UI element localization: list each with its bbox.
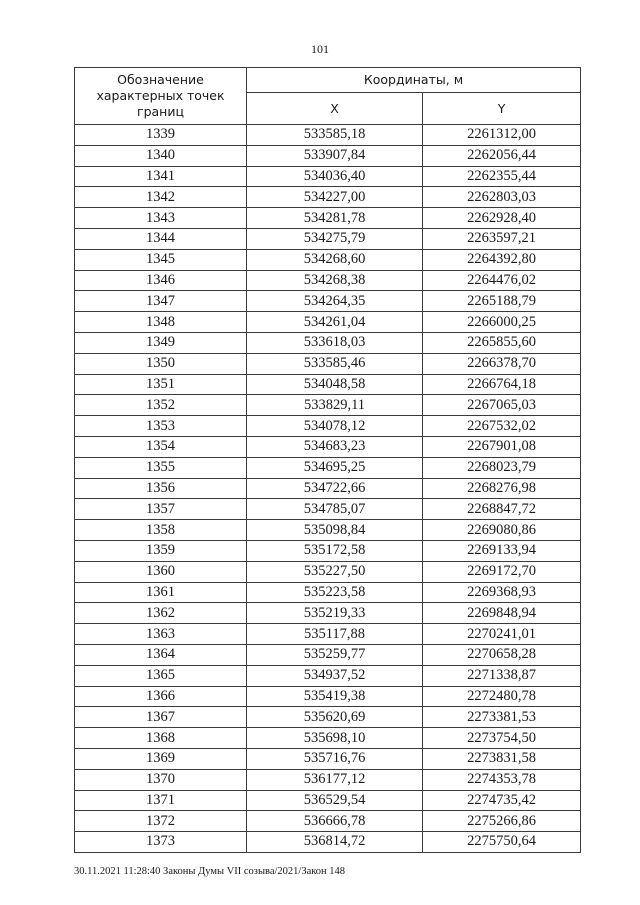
table-row <box>75 249 581 270</box>
y-coordinate-cell: 2268023,79 <box>423 457 581 478</box>
x-coordinate-cell: 534227,00 <box>247 187 423 208</box>
x-coordinate-cell: 534261,04 <box>247 312 423 333</box>
document-footer: 30.11.2021 11:28:40 Законы Думы VII созыва/2021/Закон 148 <box>74 866 346 877</box>
y-coordinate-cell: 2266378,70 <box>423 353 581 374</box>
x-coordinate-cell: 535223,58 <box>247 582 423 603</box>
y-coordinate-cell: 2273831,58 <box>423 748 581 769</box>
point-id-cell: 1342 <box>75 187 247 208</box>
table-row <box>75 395 581 416</box>
x-coordinate-cell: 534264,35 <box>247 291 423 312</box>
y-coordinate-cell: 2262803,03 <box>423 187 581 208</box>
x-coordinate-cell: 534695,25 <box>247 457 423 478</box>
y-coordinate-cell: 2268276,98 <box>423 478 581 499</box>
y-coordinate-cell: 2265855,60 <box>423 332 581 353</box>
x-coordinate-cell: 534078,12 <box>247 416 423 437</box>
table-row <box>75 125 581 146</box>
table-row <box>75 166 581 187</box>
table-row <box>75 353 581 374</box>
point-id-cell: 1371 <box>75 790 247 811</box>
point-id-cell: 1367 <box>75 707 247 728</box>
x-coordinate-cell: 536177,12 <box>247 769 423 790</box>
point-id-cell: 1349 <box>75 332 247 353</box>
point-id-cell: 1339 <box>75 125 247 146</box>
table-row <box>75 728 581 749</box>
x-coordinate-cell: 535620,69 <box>247 707 423 728</box>
y-coordinate-cell: 2272480,78 <box>423 686 581 707</box>
point-id-cell: 1370 <box>75 769 247 790</box>
table-row <box>75 707 581 728</box>
point-id-cell: 1373 <box>75 832 247 853</box>
y-coordinate-cell: 2269172,70 <box>423 561 581 582</box>
coordinates-header: Координаты, м <box>247 68 581 93</box>
point-id-cell: 1343 <box>75 208 247 229</box>
x-coordinate-cell: 534036,40 <box>247 166 423 187</box>
y-coordinate-cell: 2275750,64 <box>423 832 581 853</box>
x-coordinate-cell: 534937,52 <box>247 665 423 686</box>
x-coordinate-cell: 534268,60 <box>247 249 423 270</box>
table-row <box>75 790 581 811</box>
y-coordinate-cell: 2263597,21 <box>423 228 581 249</box>
y-coordinate-cell: 2269133,94 <box>423 540 581 561</box>
table-row <box>75 665 581 686</box>
y-coordinate-cell: 2269368,93 <box>423 582 581 603</box>
table-row <box>75 145 581 166</box>
table-row <box>75 228 581 249</box>
x-column-header: X <box>247 93 423 125</box>
y-coordinate-cell: 2262355,44 <box>423 166 581 187</box>
table-row <box>75 270 581 291</box>
table-row <box>75 208 581 229</box>
table-row <box>75 561 581 582</box>
y-coordinate-cell: 2261312,00 <box>423 125 581 146</box>
table-row <box>75 187 581 208</box>
y-coordinate-cell: 2267532,02 <box>423 416 581 437</box>
x-coordinate-cell: 536529,54 <box>247 790 423 811</box>
x-coordinate-cell: 533585,18 <box>247 125 423 146</box>
table-row <box>75 769 581 790</box>
x-coordinate-cell: 535259,77 <box>247 644 423 665</box>
x-coordinate-cell: 535227,50 <box>247 561 423 582</box>
y-coordinate-cell: 2266764,18 <box>423 374 581 395</box>
point-id-cell: 1368 <box>75 728 247 749</box>
point-id-cell: 1356 <box>75 478 247 499</box>
y-coordinate-cell: 2269080,86 <box>423 520 581 541</box>
table-row <box>75 457 581 478</box>
x-coordinate-cell: 535219,33 <box>247 603 423 624</box>
table-row <box>75 582 581 603</box>
table-row <box>75 520 581 541</box>
point-id-cell: 1348 <box>75 312 247 333</box>
point-id-cell: 1366 <box>75 686 247 707</box>
point-id-cell: 1365 <box>75 665 247 686</box>
point-id-cell: 1363 <box>75 624 247 645</box>
y-coordinate-cell: 2264392,80 <box>423 249 581 270</box>
y-column-header: Y <box>423 93 581 125</box>
x-coordinate-cell: 534275,79 <box>247 228 423 249</box>
table-row <box>75 603 581 624</box>
x-coordinate-cell: 533618,03 <box>247 332 423 353</box>
x-coordinate-cell: 535716,76 <box>247 748 423 769</box>
y-coordinate-cell: 2271338,87 <box>423 665 581 686</box>
y-coordinate-cell: 2274353,78 <box>423 769 581 790</box>
point-id-cell: 1347 <box>75 291 247 312</box>
point-id-cell: 1355 <box>75 457 247 478</box>
point-id-cell: 1361 <box>75 582 247 603</box>
x-coordinate-cell: 533585,46 <box>247 353 423 374</box>
point-id-cell: 1358 <box>75 520 247 541</box>
y-coordinate-cell: 2270241,01 <box>423 624 581 645</box>
table-row <box>75 748 581 769</box>
table-row <box>75 416 581 437</box>
table-row <box>75 332 581 353</box>
y-coordinate-cell: 2262056,44 <box>423 145 581 166</box>
x-coordinate-cell: 533907,84 <box>247 145 423 166</box>
x-coordinate-cell: 536666,78 <box>247 811 423 832</box>
coordinates-table <box>74 67 581 853</box>
point-id-cell: 1346 <box>75 270 247 291</box>
table-row <box>75 436 581 457</box>
x-coordinate-cell: 534048,58 <box>247 374 423 395</box>
y-coordinate-cell: 2270658,28 <box>423 644 581 665</box>
x-coordinate-cell: 536814,72 <box>247 832 423 853</box>
point-id-cell: 1345 <box>75 249 247 270</box>
y-coordinate-cell: 2274735,42 <box>423 790 581 811</box>
y-coordinate-cell: 2267901,08 <box>423 436 581 457</box>
point-id-cell: 1362 <box>75 603 247 624</box>
table-row <box>75 644 581 665</box>
y-coordinate-cell: 2268847,72 <box>423 499 581 520</box>
table-row <box>75 291 581 312</box>
y-coordinate-cell: 2273754,50 <box>423 728 581 749</box>
table-row <box>75 624 581 645</box>
x-coordinate-cell: 533829,11 <box>247 395 423 416</box>
point-designation-header: Обозначение характерных точек границ <box>75 68 247 125</box>
point-id-cell: 1369 <box>75 748 247 769</box>
x-coordinate-cell: 534722,66 <box>247 478 423 499</box>
point-id-cell: 1364 <box>75 644 247 665</box>
point-id-cell: 1352 <box>75 395 247 416</box>
table-row <box>75 686 581 707</box>
y-coordinate-cell: 2264476,02 <box>423 270 581 291</box>
table-body <box>75 125 581 853</box>
y-coordinate-cell: 2269848,94 <box>423 603 581 624</box>
x-coordinate-cell: 535419,38 <box>247 686 423 707</box>
x-coordinate-cell: 535117,88 <box>247 624 423 645</box>
point-id-cell: 1340 <box>75 145 247 166</box>
point-id-cell: 1350 <box>75 353 247 374</box>
page-number: 101 <box>311 42 329 56</box>
x-coordinate-cell: 535698,10 <box>247 728 423 749</box>
point-id-cell: 1354 <box>75 436 247 457</box>
table-row <box>75 499 581 520</box>
point-id-cell: 1357 <box>75 499 247 520</box>
y-coordinate-cell: 2275266,86 <box>423 811 581 832</box>
y-coordinate-cell: 2267065,03 <box>423 395 581 416</box>
x-coordinate-cell: 534281,78 <box>247 208 423 229</box>
table-row <box>75 374 581 395</box>
x-coordinate-cell: 534683,23 <box>247 436 423 457</box>
x-coordinate-cell: 534268,38 <box>247 270 423 291</box>
table-row <box>75 312 581 333</box>
point-id-cell: 1351 <box>75 374 247 395</box>
x-coordinate-cell: 535172,58 <box>247 540 423 561</box>
point-id-cell: 1353 <box>75 416 247 437</box>
x-coordinate-cell: 535098,84 <box>247 520 423 541</box>
y-coordinate-cell: 2273381,53 <box>423 707 581 728</box>
y-coordinate-cell: 2265188,79 <box>423 291 581 312</box>
x-coordinate-cell: 534785,07 <box>247 499 423 520</box>
point-id-cell: 1344 <box>75 228 247 249</box>
table-row <box>75 478 581 499</box>
point-id-cell: 1372 <box>75 811 247 832</box>
table-row <box>75 832 581 853</box>
y-coordinate-cell: 2266000,25 <box>423 312 581 333</box>
point-id-cell: 1359 <box>75 540 247 561</box>
table-row <box>75 811 581 832</box>
y-coordinate-cell: 2262928,40 <box>423 208 581 229</box>
point-id-cell: 1341 <box>75 166 247 187</box>
point-id-cell: 1360 <box>75 561 247 582</box>
table-row <box>75 540 581 561</box>
table-header <box>75 68 581 125</box>
